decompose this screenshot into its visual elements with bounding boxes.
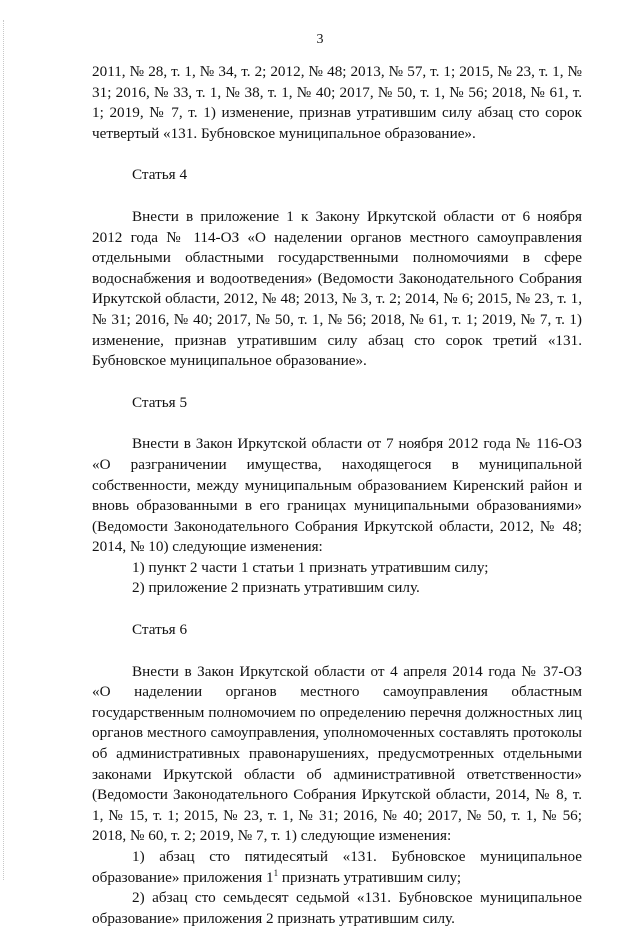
article-6-item-2: 2) абзац сто семьдесят седьмой «131. Бубновское муниципальное образование» приложения 2 признать утратившим силу.: [92, 889, 582, 927]
scan-margin-line: [3, 20, 5, 880]
article-6-item-1-tail: признать утратившим силу;: [278, 868, 462, 886]
article-heading-6: Статья 6: [132, 621, 188, 639]
article-6-text: Внести в Закон Иркутской области от 4 апреля 2014 года № 37-ОЗ «О наделении органов местного самоуправления областным государственным полномочием по определению перечня должностных лиц органов местного самоуправления, уполномоченных составлять протоколы об административных правонарушениях, предусмотренных отдельными законами Иркутской области об административной ответственности» (Ведомости Законодательного Собрания Иркутской области, 2014, № 8, т. 1, № 15, т. 1; 2015, № 23, т. 1, № 31; 2016, № 40; 2017, № 50, т. 1, № 56; 2018, № 60, т. 2; 2019, № 7, т. 1) следующие изменения:: [92, 662, 582, 845]
page-number: 3: [316, 32, 324, 47]
article-heading-4: Статья 4: [132, 166, 188, 184]
document-body: [92, 62, 582, 929]
superscript-marker: 1: [273, 867, 279, 878]
article-6-item-1: [92, 847, 582, 888]
article-6-item-1-text: 1) абзац сто пятидесятый «131. Бубновское муниципальное образование» приложения 1: [92, 848, 582, 886]
article-5-item-2: 2) приложение 2 признать утратившим силу.: [132, 579, 420, 597]
paragraph-continuation: 2011, № 28, т. 1, № 34, т. 2; 2012, № 48; 2013, № 57, т. 1; 2015, № 23, т. 1, № 31; 2016, № 33, т. 1, № 38, т. 1, № 40; 2017, № 50, т. 1, № 56; 2018, № 61, т. 1; 2019, № 7, т. 1) изменение, признав утратившим силу абзац сто сорок четвертый «131. Бубновское муниципальное образование».: [92, 63, 582, 142]
article-4-text: Внести в приложение 1 к Закону Иркутской области от 6 ноября 2012 года № 114-ОЗ «О наделении органов местного самоуправления отдельными областными государственными полномочиями в сфере водоснабжения и водоотведения» (Ведомости Законодательного Собрания Иркутской области, 2012, № 48; 2013, № 3, т. 2; 2014, № 6; 2015, № 23, т. 1, № 31; 2016, № 40; 2017, № 50, т. 1, № 56; 2018, № 61, т. 1; 2019, № 7, т. 1) изменение, признав утратившим силу абзац сто сорок третий «131. Бубновское муниципальное образование».: [92, 207, 582, 370]
article-heading-5: Статья 5: [132, 393, 188, 411]
article-5-item-1: 1) пункт 2 части 1 статьи 1 признать утратившим силу;: [132, 558, 489, 576]
article-5-text: Внести в Закон Иркутской области от 7 ноября 2012 года № 116-ОЗ «О разграничении имущества, находящегося в муниципальной собственности, между муниципальным образованием Киренский район и вновь образованными в его границах муниципальными образованиями» (Ведомости Законодательного Собрания Иркутской области, 2012, № 48; 2014, № 10) следующие изменения:: [92, 435, 582, 556]
